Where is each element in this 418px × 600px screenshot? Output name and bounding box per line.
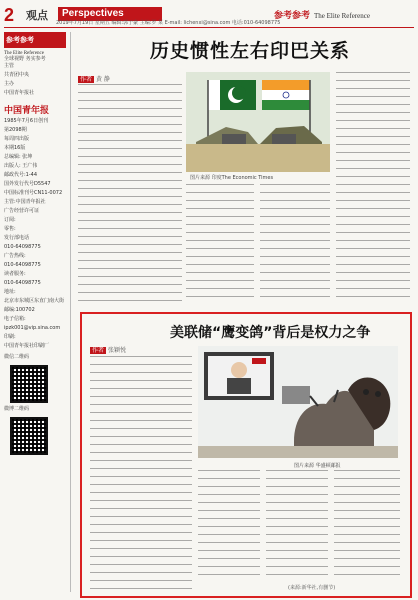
sidebar-line: 中国青年报社: [4, 90, 35, 96]
article2-column-4: [334, 470, 400, 580]
article2-box: [80, 312, 412, 598]
sidebar-info: 地址:: [4, 289, 16, 295]
sidebar-info: 北京市东城区东直门南大街: [4, 298, 65, 304]
sidebar-info: 总编辑: 张坤: [4, 154, 33, 160]
article1-byline: [78, 74, 110, 83]
issue-meta: 2019年7月19日 星期五 编辑:郭子豪 主编:罗 某 E-mail: lichenxi@sina.com 电话:010-64098775: [56, 20, 281, 26]
article2-author: 张颖悦: [107, 347, 126, 354]
sidebar-info: 中国标准刊号CN11-0072: [4, 190, 63, 196]
section-bar: Perspectives: [58, 7, 162, 21]
column-divider: [70, 32, 71, 592]
article1-column-2: [186, 184, 254, 302]
sidebar-newspaper-name: 中国青年报: [4, 106, 50, 116]
sidebar: [4, 32, 66, 592]
brand-logo: [274, 8, 370, 21]
sidebar-info: 010-64098775: [4, 280, 41, 286]
sidebar-info: 电子信箱:: [4, 316, 26, 322]
article2-source: (来源:新华社,有删节): [288, 585, 336, 591]
sidebar-info: 邮政代号:1-44: [4, 172, 38, 178]
sidebar-info: 本期16版: [4, 145, 26, 151]
india-pakistan-flags-icon: [186, 72, 330, 172]
sidebar-info: 广告经营许可证: [4, 208, 40, 214]
sidebar-info: 邮编:100702: [4, 307, 35, 313]
sidebar-info: 零售:: [4, 226, 16, 232]
article2-caption: 图片来源 华盛顿邮报: [294, 463, 341, 469]
sidebar-logo-en: The Elite Reference: [4, 51, 44, 56]
sidebar-info: 010-64098775: [4, 244, 41, 250]
qr-code-icon: [10, 365, 48, 403]
article1-headline: 历史惯性左右印巴关系: [150, 40, 351, 62]
brand-en: The Elite Reference: [314, 12, 370, 20]
article2-column-3: [266, 470, 328, 580]
qr-label: 微博二维码: [4, 406, 30, 412]
sidebar-info: 第2098期: [4, 127, 27, 133]
sidebar-info: ipzk001@vip.sina.com: [4, 325, 61, 331]
article2-column-1: [90, 356, 192, 592]
sidebar-info: 中国青年报社印刷厂: [4, 343, 50, 349]
article2-cartoon: [198, 346, 398, 458]
qr-label: 微信二维码: [4, 354, 30, 360]
brand-cn: 参考参考: [274, 11, 311, 21]
article1-column-1: [78, 84, 182, 302]
article2-headline: 美联储“鹰变鸽”背后是权力之争: [170, 325, 371, 341]
article2-byline: [90, 345, 126, 354]
sidebar-info: 印刷:: [4, 334, 16, 340]
sidebar-info: 读者服务:: [4, 271, 26, 277]
sidebar-info: 订阅:: [4, 217, 16, 223]
article1-illustration: [186, 72, 330, 172]
article1-caption: 图片来源 印度The Economic Times: [190, 175, 274, 181]
article1-column-3: [260, 184, 330, 302]
article2-column-2: [198, 470, 260, 580]
sidebar-info: 1985年7月6日创刊: [4, 118, 49, 124]
bull-bear-cartoon-icon: [198, 346, 398, 458]
header-rule: [4, 27, 414, 28]
qr-code-icon: [10, 417, 48, 455]
sidebar-logo: 参考参考: [4, 32, 66, 48]
section-name: 观点: [26, 9, 48, 22]
sidebar-info: 发行部电话: [4, 235, 30, 241]
sidebar-info: 主管:中国青年报社: [4, 199, 46, 205]
sidebar-line: 共青团中央: [4, 72, 30, 78]
byline-tag: 作者: [92, 347, 105, 354]
sidebar-info: 出版人: 王广伟: [4, 163, 38, 169]
article1-column-4: [336, 72, 410, 302]
sidebar-info: 国外发行代号D5547: [4, 181, 51, 187]
page-number: 2: [4, 5, 15, 25]
sidebar-line: 主办: [4, 81, 15, 87]
sidebar-tagline: 全球视野 务实参考: [4, 56, 46, 62]
sidebar-info: 广告热线:: [4, 253, 26, 259]
byline-tag: 作者: [80, 76, 93, 83]
sidebar-line: 主管: [4, 63, 15, 69]
sidebar-info: 每周四出版: [4, 136, 30, 142]
article1-author: 黄 静: [95, 76, 110, 83]
sidebar-info: 010-64098775: [4, 262, 41, 268]
